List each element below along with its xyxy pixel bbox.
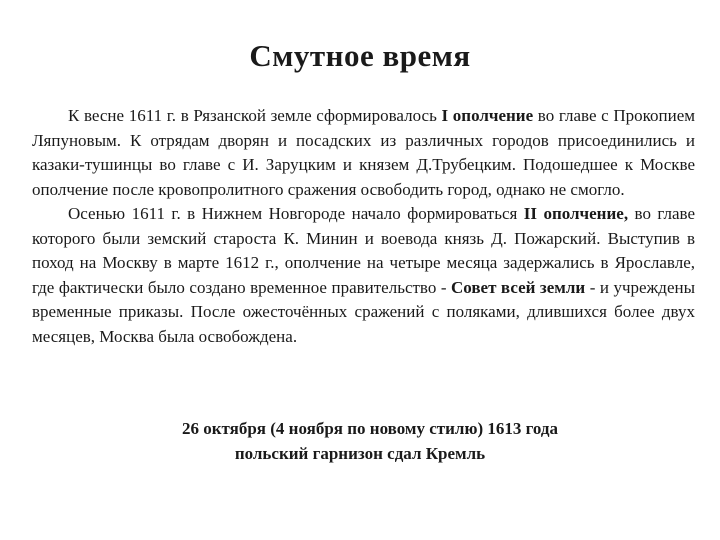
body-text <box>32 104 695 349</box>
text-run: - и учреждены временные приказы. После ожесточённых сражений с поляками, длившихся более двух месяцев, Москва была освобождена. <box>32 277 696 346</box>
bold-term-council: Совет всей земли <box>451 277 586 297</box>
text-run: Осенью 1611 г. в Нижнем Новгороде начало формироваться <box>68 204 524 223</box>
bold-term-second-militia: II ополчение, <box>523 204 629 223</box>
paragraph-first-militia <box>32 104 695 202</box>
footer-note <box>0 417 720 466</box>
text-run: К весне 1611 г. в Рязанской земле сформировалось <box>68 106 442 125</box>
slide-title: Смутное время <box>249 38 471 73</box>
footer-line-date: 26 октября (4 ноября по новому стилю) 1613 года <box>181 419 559 438</box>
text-run: во главе которого были земский староста К. Минин и воевода князь Д. Пожарский. Выступив в поход на Москву в марте 1612 г., ополчение на четыре месяца задержались в Ярославле, где фактически было создано временное правительство - <box>32 204 695 297</box>
bold-term-first-militia: I ополчение <box>441 106 534 125</box>
text-run: во главе с Прокопием Ляпуновым. К отрядам дворян и посадских из различных городов присоединились и казаки-тушинцы во главе с И. Заруцким и князем Д.Трубецким. Подошедшее к Москве ополчение после кровопролитного сражения освободить город, однако не смогло. <box>32 106 696 199</box>
paragraph-second-militia <box>32 202 695 349</box>
footer-line-event: польский гарнизон сдал Кремль <box>234 443 486 463</box>
